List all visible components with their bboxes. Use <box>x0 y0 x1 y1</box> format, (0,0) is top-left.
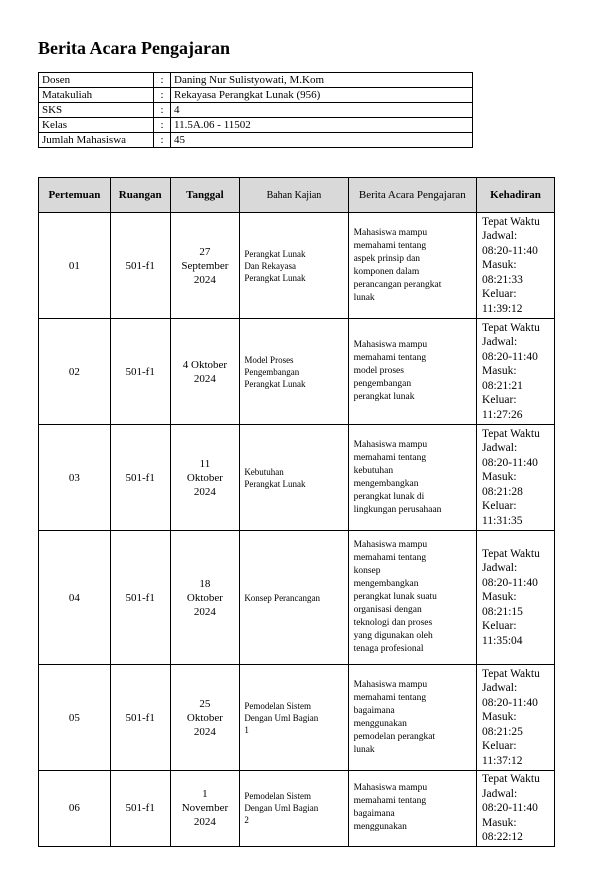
cell-pertemuan: 06 <box>39 771 111 847</box>
cell-pertemuan: 03 <box>39 425 111 531</box>
info-value: 4 <box>171 103 473 118</box>
info-row <box>39 88 473 103</box>
cell-kehadiran <box>477 319 555 425</box>
cell-bahan-kajian <box>240 213 348 319</box>
berita-line: Mahasiswa mampu <box>353 439 428 450</box>
info-separator: : <box>154 88 171 103</box>
tanggal-line: 4 Oktober <box>182 358 228 371</box>
bahan-line: Perangkat Lunak <box>244 478 306 489</box>
kehadiran-line: Tepat Waktu <box>482 773 540 785</box>
berita-line: organisasi dengan <box>353 605 422 615</box>
kehadiran-line: 11:37:12 <box>482 754 523 767</box>
berita-line: yang digunakan oleh <box>353 631 433 641</box>
berita-line: mengembangkan <box>353 579 419 589</box>
kehadiran-line: 08:20-11:40 <box>482 350 538 363</box>
berita-line: memahami tentang <box>353 692 427 703</box>
berita-line: memahami tentang <box>353 353 427 363</box>
cell-bahan-kajian <box>240 319 348 425</box>
cell-tanggal <box>170 531 240 665</box>
cell-kehadiran <box>477 213 555 319</box>
berita-line: mengembangkan <box>353 478 419 489</box>
cell-tanggal <box>170 771 240 847</box>
bahan-line: 2 <box>244 815 249 826</box>
berita-line: menggunakan <box>353 822 407 833</box>
bahan-line: Dengan Uml Bagian <box>244 803 319 814</box>
kehadiran-line: 08:20-11:40 <box>482 576 538 589</box>
kehadiran-line: Jadwal: <box>482 336 518 349</box>
kehadiran-line: Masuk: <box>482 816 517 829</box>
kehadiran-line: Masuk: <box>482 711 517 724</box>
berita-line: kebutuhan <box>353 465 394 476</box>
tanggal-line: Oktober <box>186 591 223 604</box>
kehadiran-line: 08:20-11:40 <box>482 244 538 257</box>
kehadiran-line: 08:21:25 <box>482 725 523 738</box>
table-row <box>39 213 555 319</box>
tanggal-line: 2024 <box>193 816 216 829</box>
kehadiran-line: 08:20-11:40 <box>482 456 538 469</box>
kehadiran-line: Jadwal: <box>482 230 518 243</box>
berita-line: memahami tentang <box>353 553 427 563</box>
info-row <box>39 118 473 133</box>
berita-line: tenaga profesional <box>353 644 424 654</box>
cell-ruangan: 501-f1 <box>110 425 170 531</box>
cell-bahan-kajian <box>240 771 348 847</box>
page-title: Berita Acara Pengajaran <box>38 38 230 58</box>
bahan-line: 1 <box>244 724 249 735</box>
teaching-record-table <box>38 177 555 847</box>
bahan-line: Konsep Perancangan <box>244 592 321 603</box>
tanggal-line: Oktober <box>186 471 223 484</box>
berita-line: lunak <box>353 744 375 755</box>
info-separator: : <box>154 133 171 148</box>
table-row <box>39 665 555 771</box>
berita-line: menggunakan <box>353 718 407 729</box>
tanggal-line: 1 <box>202 788 208 801</box>
bahan-line: Kebutuhan <box>244 466 284 477</box>
kehadiran-line: Keluar: <box>482 740 517 753</box>
kehadiran-line: 08:20-11:40 <box>482 802 538 814</box>
info-label: Matakuliah <box>39 88 154 103</box>
kehadiran-line: Masuk: <box>482 471 517 484</box>
berita-line: perangkat lunak suatu <box>353 592 437 602</box>
berita-line: perangkat lunak <box>353 392 415 402</box>
course-info-table <box>38 72 473 148</box>
bahan-line: Pemodelan Sistem <box>244 700 312 711</box>
cell-ruangan: 501-f1 <box>110 319 170 425</box>
cell-bahan-kajian <box>240 425 348 531</box>
tanggal-line: 2024 <box>193 485 216 498</box>
info-label: Kelas <box>39 118 154 133</box>
kehadiran-line: 08:21:28 <box>482 485 523 498</box>
bahan-line: Dengan Uml Bagian <box>244 712 319 723</box>
cell-tanggal <box>170 213 240 319</box>
kehadiran-line: 08:20-11:40 <box>482 696 538 709</box>
kehadiran-line: Masuk: <box>482 259 517 272</box>
info-value: 45 <box>171 133 473 148</box>
cell-bahan-kajian <box>240 665 348 771</box>
table-row <box>39 319 555 425</box>
berita-line: pemodelan perangkat <box>353 731 436 742</box>
kehadiran-line: Keluar: <box>482 500 517 513</box>
berita-line: lunak <box>353 292 375 303</box>
info-value: 11.5A.06 - 11502 <box>171 118 473 133</box>
kehadiran-line: Jadwal: <box>482 682 518 695</box>
bahan-line: Pengembangan <box>244 366 300 377</box>
berita-line: perangkat lunak di <box>353 491 425 502</box>
info-separator: : <box>154 118 171 133</box>
cell-pertemuan: 05 <box>39 665 111 771</box>
cell-pertemuan: 02 <box>39 319 111 425</box>
info-value: Rekayasa Perangkat Lunak (956) <box>171 88 473 103</box>
kehadiran-line: Keluar: <box>482 620 517 633</box>
table-row <box>39 425 555 531</box>
kehadiran-line: 08:21:21 <box>482 379 523 392</box>
berita-line: komponen dalam <box>353 266 420 277</box>
tanggal-line: 25 <box>199 697 211 710</box>
info-separator: : <box>154 73 171 88</box>
header-berita-acara: Berita Acara Pengajaran <box>348 178 476 213</box>
tanggal-line: 2024 <box>193 372 216 385</box>
berita-line: Mahasiswa mampu <box>353 679 428 690</box>
tanggal-line: 2024 <box>193 273 216 286</box>
cell-ruangan: 501-f1 <box>110 531 170 665</box>
berita-line: memahami tentang <box>353 240 427 251</box>
kehadiran-line: 11:31:35 <box>482 514 523 527</box>
table-header-row <box>39 178 555 213</box>
berita-line: model proses <box>353 366 404 376</box>
info-label: SKS <box>39 103 154 118</box>
cell-kehadiran <box>477 771 555 847</box>
kehadiran-line: 08:22:12 <box>482 831 523 843</box>
cell-ruangan: 501-f1 <box>110 213 170 319</box>
cell-kehadiran <box>477 665 555 771</box>
bahan-line: Perangkat Lunak <box>244 248 306 259</box>
berita-line: Mahasiswa mampu <box>353 783 428 794</box>
kehadiran-line: Tepat Waktu <box>482 427 540 440</box>
cell-ruangan: 501-f1 <box>110 665 170 771</box>
berita-line: Mahasiswa mampu <box>353 227 428 238</box>
berita-line: memahami tentang <box>353 796 427 807</box>
kehadiran-line: 11:39:12 <box>482 302 523 315</box>
kehadiran-line: 11:35:04 <box>482 634 523 647</box>
tanggal-line: 27 <box>199 245 211 258</box>
tanggal-line: 11 <box>199 457 211 470</box>
tanggal-line: September <box>181 259 229 272</box>
info-value: Daning Nur Sulistyowati, M.Kom <box>171 73 473 88</box>
cell-tanggal <box>170 319 240 425</box>
berita-line: Mahasiswa mampu <box>353 540 428 550</box>
table-row <box>39 771 555 847</box>
bahan-line: Perangkat Lunak <box>244 272 306 283</box>
cell-pertemuan: 04 <box>39 531 111 665</box>
bahan-line: Pemodelan Sistem <box>244 791 312 802</box>
cell-berita-acara <box>348 319 476 425</box>
berita-line: pengembangan <box>353 379 412 389</box>
berita-line: memahami tentang <box>353 452 427 463</box>
berita-line: perancangan perangkat <box>353 279 442 290</box>
berita-line: teknologi dan proses <box>353 618 433 628</box>
cell-kehadiran <box>477 425 555 531</box>
cell-berita-acara <box>348 771 476 847</box>
kehadiran-line: Tepat Waktu <box>482 547 540 560</box>
kehadiran-line: Jadwal: <box>482 442 518 455</box>
header-ruangan: Ruangan <box>110 178 170 213</box>
berita-line: aspek prinsip dan <box>353 253 421 264</box>
table-row <box>39 531 555 665</box>
kehadiran-line: 08:21:15 <box>482 605 523 618</box>
info-label: Jumlah Mahasiswa <box>39 133 154 148</box>
header-tanggal: Tanggal <box>170 178 240 213</box>
kehadiran-line: 08:21:33 <box>482 273 523 286</box>
tanggal-line: 2024 <box>193 725 216 738</box>
kehadiran-line: 11:27:26 <box>482 408 523 421</box>
tanggal-line: 2024 <box>193 605 216 618</box>
tanggal-line: November <box>181 802 229 815</box>
kehadiran-line: Jadwal: <box>482 787 518 800</box>
bahan-line: Dan Rekayasa <box>244 260 297 271</box>
kehadiran-line: Tepat Waktu <box>482 215 540 228</box>
tanggal-line: 18 <box>199 577 211 590</box>
berita-line: konsep <box>353 566 381 576</box>
kehadiran-line: Tepat Waktu <box>482 321 540 334</box>
berita-line: Mahasiswa mampu <box>353 340 428 350</box>
header-kehadiran: Kehadiran <box>477 178 555 213</box>
header-pertemuan: Pertemuan <box>39 178 111 213</box>
kehadiran-line: Masuk: <box>482 591 517 604</box>
berita-line: lingkungan perusahaan <box>353 504 442 515</box>
info-row <box>39 133 473 148</box>
bahan-line: Perangkat Lunak <box>244 378 306 389</box>
kehadiran-line: Jadwal: <box>482 562 518 575</box>
cell-kehadiran <box>477 531 555 665</box>
info-row <box>39 103 473 118</box>
info-label: Dosen <box>39 73 154 88</box>
bahan-line: Model Proses <box>244 354 294 365</box>
kehadiran-line: Keluar: <box>482 394 517 407</box>
kehadiran-line: Masuk: <box>482 365 517 378</box>
tanggal-line: Oktober <box>186 711 223 724</box>
berita-line: bagaimana <box>353 705 395 716</box>
berita-line: bagaimana <box>353 809 395 820</box>
cell-ruangan: 501-f1 <box>110 771 170 847</box>
header-bahan-kajian: Bahan Kajian <box>240 178 348 213</box>
cell-berita-acara <box>348 213 476 319</box>
kehadiran-line: Tepat Waktu <box>482 667 540 680</box>
info-separator: : <box>154 103 171 118</box>
cell-berita-acara <box>348 531 476 665</box>
kehadiran-line: Keluar: <box>482 288 517 301</box>
cell-tanggal <box>170 665 240 771</box>
cell-berita-acara <box>348 665 476 771</box>
cell-bahan-kajian <box>240 531 348 665</box>
info-row <box>39 73 473 88</box>
cell-tanggal <box>170 425 240 531</box>
cell-berita-acara <box>348 425 476 531</box>
cell-pertemuan: 01 <box>39 213 111 319</box>
